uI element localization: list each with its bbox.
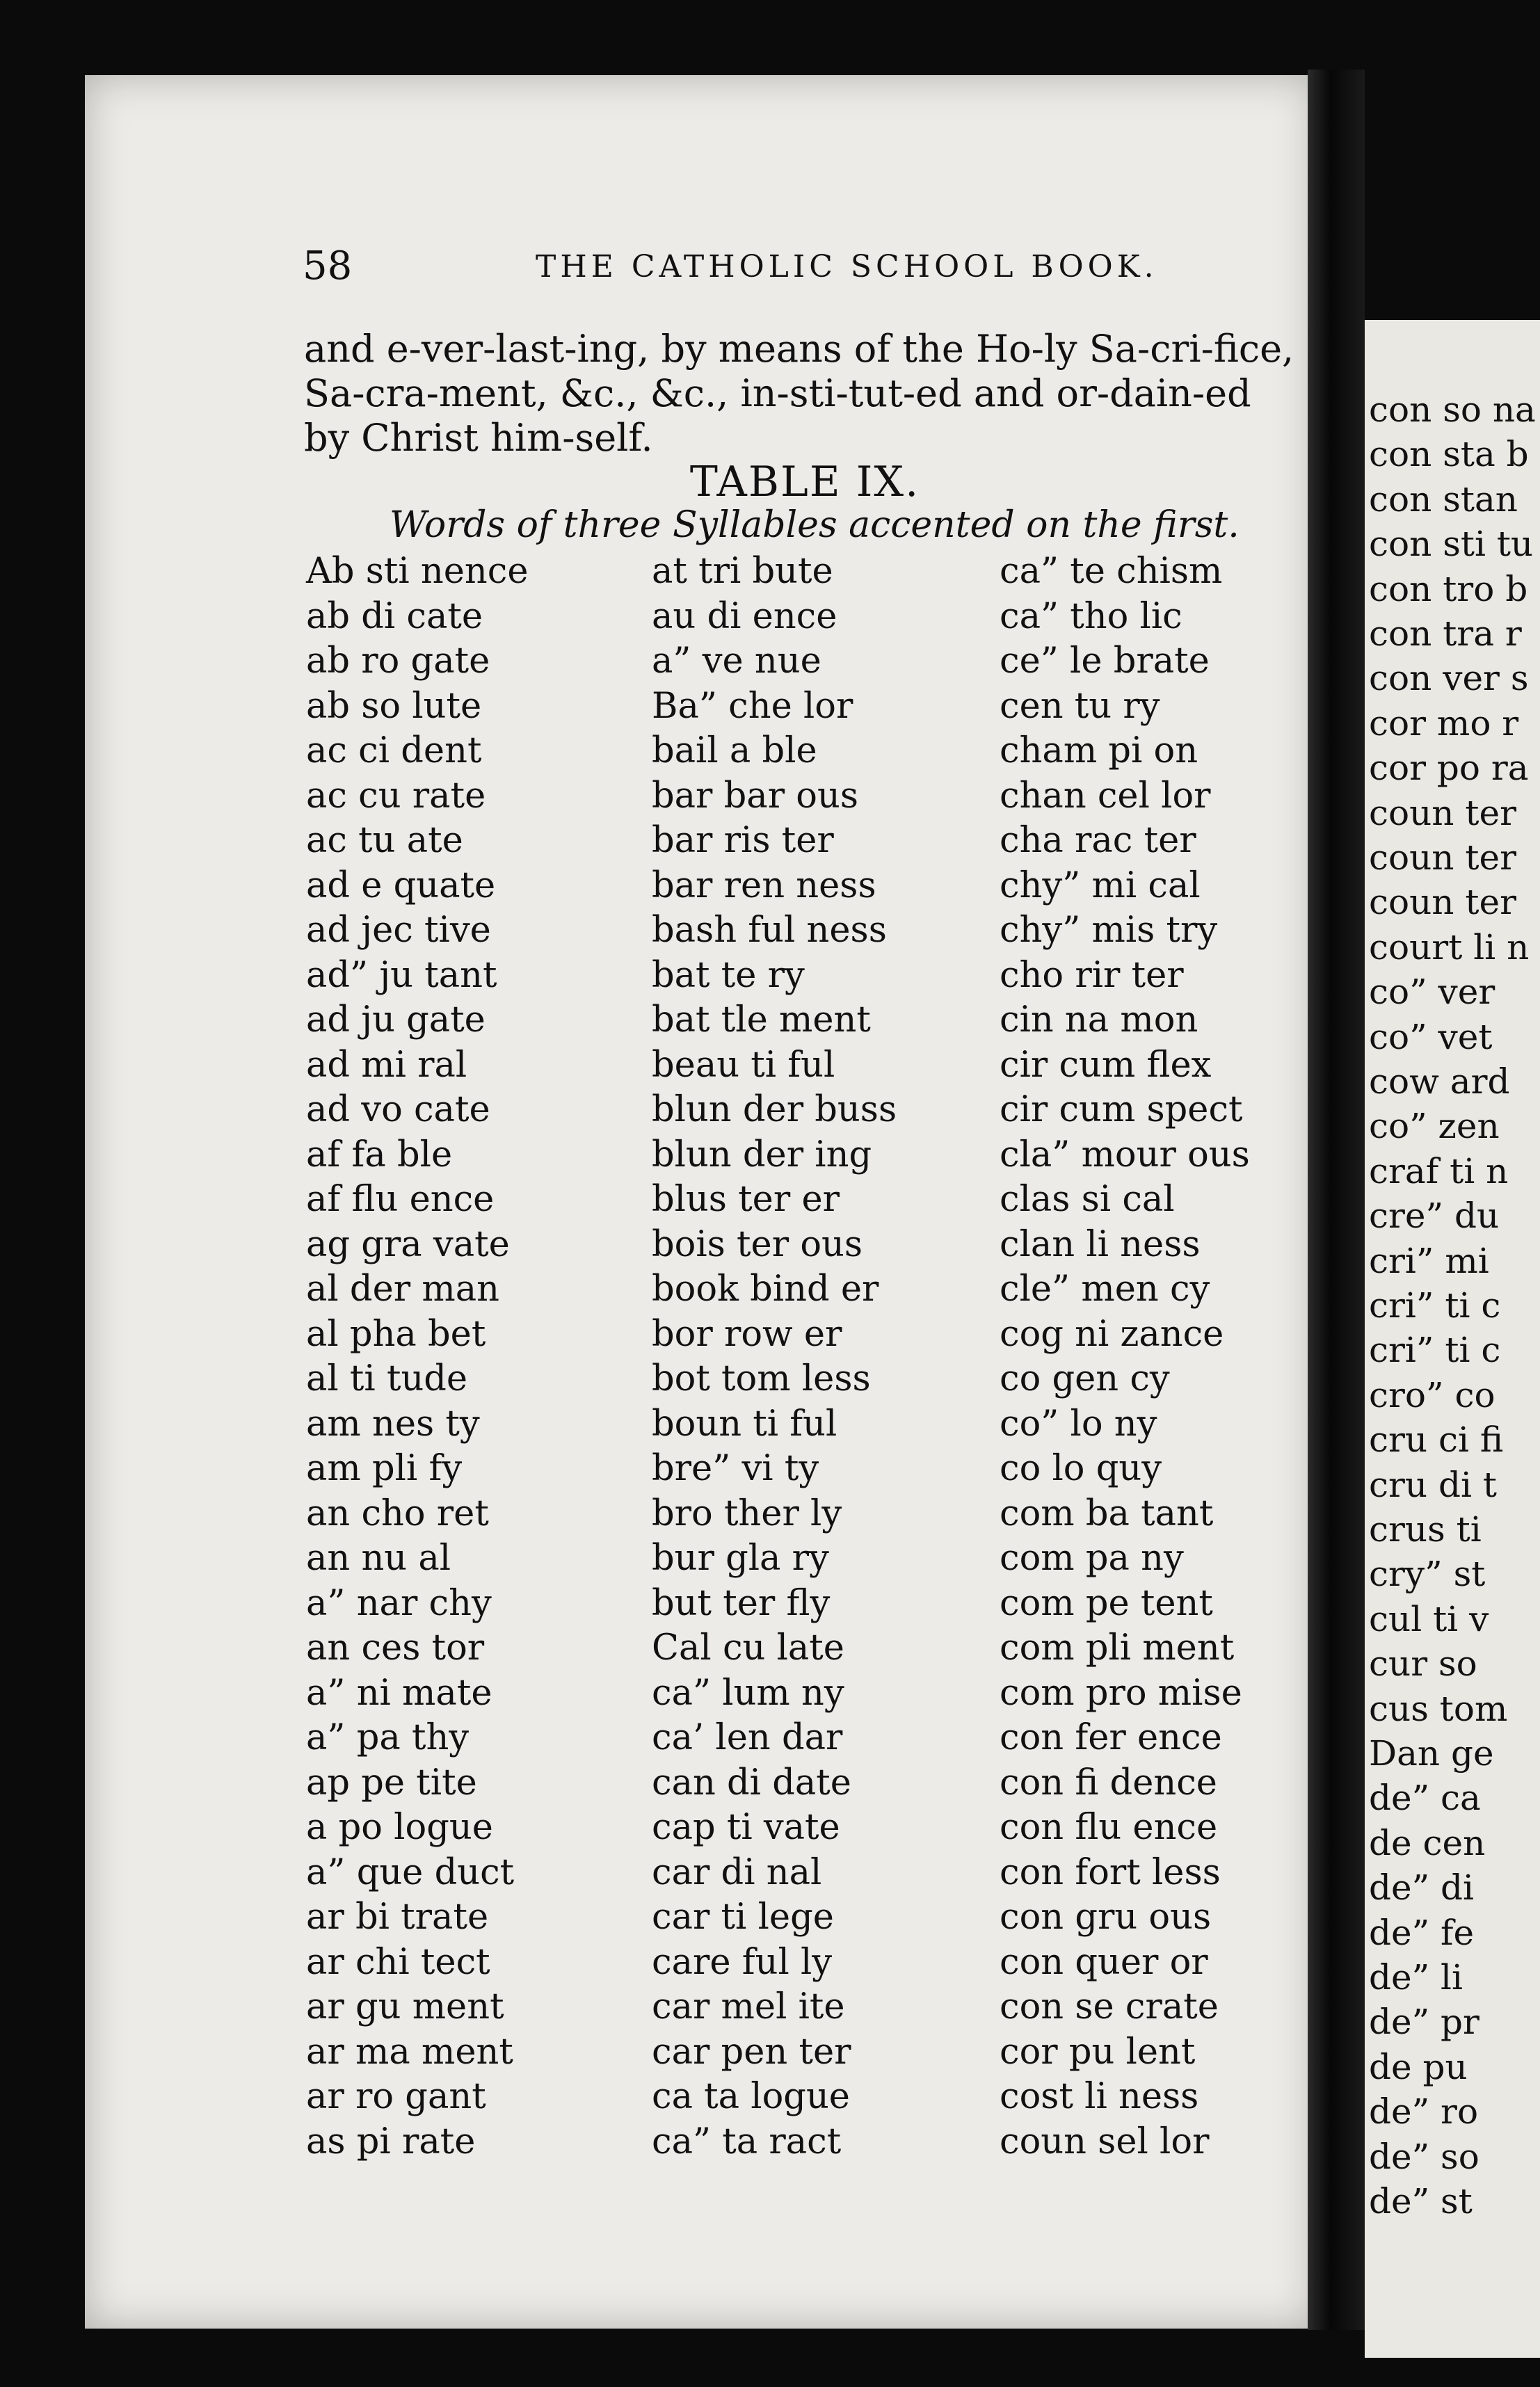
word-entry: beau ti ful [652, 1044, 835, 1086]
word-entry: ab so lute [306, 685, 482, 727]
facing-page-line: de” li [1369, 1957, 1463, 1998]
word-entry: blun der ing [652, 1134, 872, 1175]
word-entry: cap ti vate [652, 1807, 840, 1848]
facing-page-line: con tro b [1369, 568, 1528, 609]
intro-line: Sa-cra-ment, &c., &c., in-sti-tut-ed and or-dain-ed [304, 371, 1251, 415]
word-entry: ca’ len dar [652, 1717, 843, 1758]
word-column-2 [652, 549, 897, 2164]
word-entry: coun sel lor [1000, 2121, 1210, 2162]
word-entry: con gru ous [1000, 1897, 1212, 1938]
word-entry: ac ci dent [306, 730, 482, 771]
word-entry: an ces tor [306, 1628, 485, 1669]
facing-page-line: coun ter [1369, 792, 1516, 833]
word-entry: cog ni zance [1000, 1313, 1224, 1355]
word-entry: ad ju gate [306, 999, 486, 1040]
word-entry: con fort less [1000, 1851, 1221, 1893]
word-entry: Ba” che lor [652, 685, 853, 727]
word-entry: bar bar ous [652, 775, 859, 817]
word-entry: af fa ble [306, 1134, 453, 1175]
facing-page-line: cre” du [1369, 1196, 1500, 1237]
word-entry: an nu al [306, 1538, 451, 1579]
word-entry: bat te ry [652, 954, 805, 996]
intro-line: by Christ him-self. [304, 416, 653, 460]
facing-page-line: con so na [1369, 389, 1536, 430]
facing-page-line: de” st [1369, 2181, 1473, 2221]
word-entry: cla” mour ous [1000, 1134, 1250, 1175]
word-entry: ar ro gant [306, 2076, 486, 2117]
word-entry: chan cel lor [1000, 775, 1211, 817]
word-entry: al der man [306, 1269, 499, 1310]
word-entry: al ti tude [306, 1358, 468, 1399]
running-head: THE CATHOLIC SCHOOL BOOK. [536, 249, 1158, 284]
word-entry: bor row er [652, 1313, 842, 1355]
facing-page-line: co” vet [1369, 1016, 1493, 1057]
word-entry: au di ence [652, 595, 837, 637]
word-entry: co lo quy [1000, 1448, 1162, 1489]
word-entry: ab di cate [306, 595, 483, 637]
facing-page-line: Dan ge [1369, 1733, 1494, 1774]
word-entry: af flu ence [306, 1179, 495, 1220]
word-entry: a” pa thy [306, 1717, 470, 1758]
word-entry: ad mi ral [306, 1044, 467, 1086]
facing-page-line: de pu [1369, 2046, 1468, 2087]
page-number: 58 [303, 243, 353, 289]
word-entry: chy” mis try [1000, 910, 1218, 951]
word-entry: cost li ness [1000, 2076, 1199, 2117]
facing-page-line: coun ter [1369, 882, 1516, 923]
facing-page-line: craf ti n [1369, 1150, 1509, 1191]
book-gutter [1308, 70, 1365, 2330]
word-entry: con se crate [1000, 1986, 1219, 2027]
word-entry: bash ful ness [652, 910, 887, 951]
facing-page-line: crus ti [1369, 1509, 1482, 1550]
facing-page-line: de” ca [1369, 1778, 1481, 1819]
word-entry: con fer ence [1000, 1717, 1222, 1758]
word-entry: chy” mi cal [1000, 865, 1201, 906]
intro-paragraph [304, 327, 1292, 460]
facing-page-line: de” fe [1369, 1912, 1475, 1953]
word-entry: ad vo cate [306, 1089, 490, 1130]
facing-page-line: de” pr [1369, 2002, 1479, 2043]
facing-page-line: cus tom [1369, 1688, 1508, 1729]
word-entry: com pa ny [1000, 1538, 1184, 1579]
word-entry: Cal cu late [652, 1628, 844, 1669]
word-entry: con fi dence [1000, 1762, 1217, 1803]
word-entry: cham pi on [1000, 730, 1198, 771]
facing-page-line: cor mo r [1369, 702, 1519, 744]
facing-page-line: court li n [1369, 926, 1530, 967]
word-entry: a” ve nue [652, 641, 821, 682]
word-entry: blun der buss [652, 1089, 897, 1130]
word-entry: com pli ment [1000, 1628, 1235, 1669]
word-entry: cin na mon [1000, 999, 1198, 1040]
word-entry: care ful ly [652, 1941, 833, 1983]
word-entry: cor pu lent [1000, 2031, 1196, 2073]
facing-page-line: cru ci fi [1369, 1420, 1504, 1461]
facing-page-line: cul ti v [1369, 1598, 1489, 1639]
word-entry: bot tom less [652, 1358, 871, 1399]
facing-page-line: cur so [1369, 1643, 1477, 1685]
word-entry: a” que duct [306, 1851, 515, 1893]
word-entry: bois ter ous [652, 1223, 863, 1265]
word-entry: ar chi tect [306, 1941, 490, 1983]
word-entry: boun ti ful [652, 1403, 837, 1445]
word-entry: ap pe tite [306, 1762, 477, 1803]
word-entry: am nes ty [306, 1403, 480, 1445]
word-entry: ab ro gate [306, 641, 490, 682]
word-entry: a” ni mate [306, 1672, 492, 1714]
word-entry: car mel ite [652, 1986, 845, 2027]
word-entry: ar ma ment [306, 2031, 513, 2073]
facing-page-line: cri” mi [1369, 1240, 1489, 1281]
page-header [219, 243, 1262, 292]
word-entry: blus ter er [652, 1179, 840, 1220]
word-entry: car ti lege [652, 1897, 834, 1938]
facing-page-line: de cen [1369, 1822, 1486, 1863]
word-column-1 [306, 549, 529, 2164]
facing-page-line: cri” ti c [1369, 1330, 1501, 1371]
facing-page-line: de” di [1369, 1867, 1475, 1908]
word-entry: bail a ble [652, 730, 817, 771]
facing-page-line: cow ard [1369, 1061, 1510, 1102]
word-entry: bat tle ment [652, 999, 871, 1040]
word-entry: but ter fly [652, 1582, 831, 1624]
table-subtitle: Words of three Syllables accented on the first. [390, 504, 1240, 546]
word-entry: ce” le brate [1000, 641, 1210, 682]
word-entry: ag gra vate [306, 1223, 510, 1265]
word-entry: ad jec tive [306, 910, 491, 951]
facing-page-line: cri” ti c [1369, 1285, 1501, 1326]
word-entry: ca” tho lic [1000, 595, 1182, 637]
word-entry: ca” ta ract [652, 2121, 842, 2162]
word-entry: cha rac ter [1000, 820, 1196, 861]
facing-page-line: de” ro [1369, 2091, 1479, 2132]
word-entry: clan li ness [1000, 1223, 1201, 1265]
word-entry: book bind er [652, 1269, 879, 1310]
word-entry: com pe tent [1000, 1582, 1213, 1624]
word-entry: at tri bute [652, 551, 833, 592]
word-entry: ac tu ate [306, 820, 463, 861]
word-entry: ar bi trate [306, 1897, 489, 1938]
facing-page-line: cro” co [1369, 1374, 1495, 1415]
word-entry: al pha bet [306, 1313, 486, 1355]
word-entry: ca” lum ny [652, 1672, 844, 1714]
word-entry: as pi rate [306, 2121, 476, 2162]
facing-page-line: co” ver [1369, 972, 1495, 1013]
facing-page-line: con stan [1369, 479, 1518, 520]
facing-page [1365, 320, 1540, 2358]
word-entry: co gen cy [1000, 1358, 1170, 1399]
word-entry: a” nar chy [306, 1582, 492, 1624]
facing-page-line: cry” st [1369, 1554, 1486, 1595]
word-entry: car di nal [652, 1851, 822, 1893]
word-entry: com pro mise [1000, 1672, 1242, 1714]
word-entry: ac cu rate [306, 775, 486, 817]
table-title: TABLE IX. [689, 458, 920, 506]
word-entry: bar ris ter [652, 820, 834, 861]
facing-page-line: con sta b [1369, 434, 1529, 475]
word-column-3 [1000, 549, 1250, 2164]
word-entry: ad” ju tant [306, 954, 497, 996]
word-entry: ca” te chism [1000, 551, 1223, 592]
word-entry: cir cum flex [1000, 1044, 1212, 1086]
word-entry: a po logue [306, 1807, 493, 1848]
facing-page-line: coun ter [1369, 837, 1516, 878]
word-entry: co” lo ny [1000, 1403, 1157, 1445]
word-entry: cir cum spect [1000, 1089, 1243, 1130]
facing-page-line: con tra r [1369, 613, 1522, 654]
word-entry: clas si cal [1000, 1179, 1175, 1220]
word-entry: cen tu ry [1000, 685, 1160, 727]
word-entry: car pen ter [652, 2031, 851, 2073]
intro-line: and e-ver-last-ing, by means of the Ho-ly Sa-cri-fice, [304, 327, 1294, 371]
word-entry: bar ren ness [652, 865, 876, 906]
word-entry: bre” vi ty [652, 1448, 819, 1489]
facing-page-line: de” so [1369, 2136, 1479, 2177]
word-entry: com ba tant [1000, 1493, 1214, 1534]
word-entry: can di date [652, 1762, 851, 1803]
facing-page-line: co” zen [1369, 1106, 1500, 1147]
facing-page-line: con sti tu [1369, 524, 1534, 565]
word-entry: con quer or [1000, 1941, 1208, 1983]
word-entry: cho rir ter [1000, 954, 1184, 996]
word-entry: bro ther ly [652, 1493, 842, 1534]
word-entry: con flu ence [1000, 1807, 1218, 1848]
facing-page-line: cru di t [1369, 1464, 1497, 1505]
word-entry: ar gu ment [306, 1986, 504, 2027]
word-entry: an cho ret [306, 1493, 489, 1534]
word-entry: ad e quate [306, 865, 496, 906]
facing-page-line: con ver s [1369, 658, 1529, 699]
facing-page-line: cor po ra [1369, 748, 1529, 789]
word-entry: cle” men cy [1000, 1269, 1210, 1310]
word-entry: Ab sti nence [306, 551, 529, 592]
word-entry: ca ta logue [652, 2076, 850, 2117]
word-entry: bur gla ry [652, 1538, 829, 1579]
word-entry: am pli fy [306, 1448, 463, 1489]
